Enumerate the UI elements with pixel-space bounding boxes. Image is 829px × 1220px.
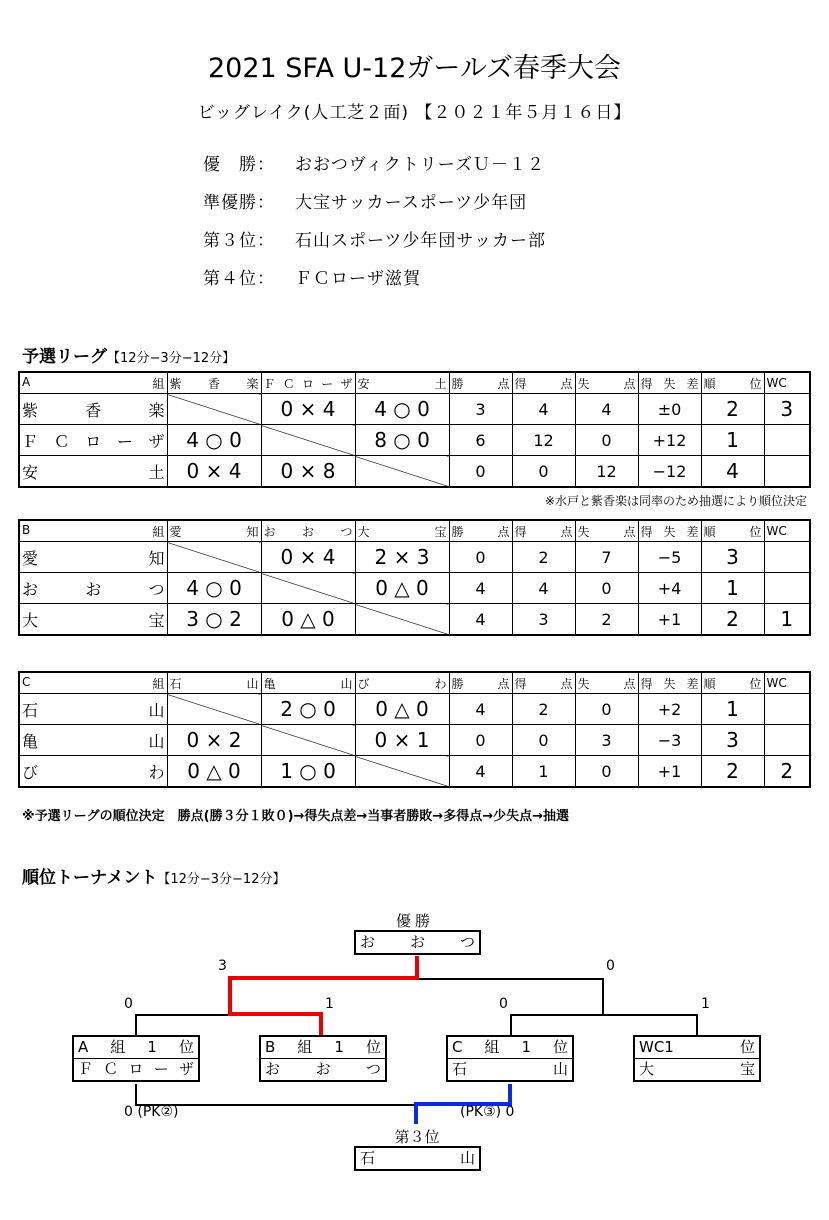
result-cell	[167, 394, 261, 425]
col-header: 得失差	[638, 372, 701, 394]
result-3rd	[203, 226, 546, 251]
goal-diff-cell: −12	[638, 456, 701, 488]
group-letter: B	[22, 522, 31, 537]
goals-for-cell: 0	[512, 456, 575, 488]
goals-for-cell: 2	[512, 694, 575, 725]
col-header: 愛知	[167, 520, 261, 542]
table-row	[19, 456, 810, 488]
points-cell: 0	[449, 456, 512, 488]
score-sf2-wc: 1	[701, 996, 710, 1012]
table-row	[19, 725, 810, 756]
goals-against-cell: 0	[575, 694, 638, 725]
result-cell	[167, 542, 261, 573]
corner-cell	[19, 672, 167, 694]
wc-cell	[764, 725, 810, 756]
result-cell: 0 △ 0	[355, 573, 449, 604]
col-header: 得点	[512, 672, 575, 694]
result-team: 石山スポーツ少年団サッカー部	[295, 231, 546, 251]
result-cell: 4 ○ 0	[355, 394, 449, 425]
wc-cell	[764, 573, 810, 604]
group-suffix: 組	[152, 376, 165, 391]
third-box	[354, 1146, 481, 1171]
result-label: 第４位：	[203, 269, 275, 289]
seed-team: ＦＣローザ	[74, 1058, 198, 1080]
third-team: 石山	[360, 1149, 475, 1167]
group-letter: A	[22, 374, 31, 389]
result-cell: 0 △ 0	[261, 604, 355, 636]
final-right-drop	[602, 978, 604, 1014]
result-cell: 0 × 2	[167, 725, 261, 756]
goals-against-cell: 0	[575, 573, 638, 604]
result-cell: 0 △ 0	[355, 694, 449, 725]
seed-team: 大宝	[635, 1058, 759, 1080]
result-cell	[167, 694, 261, 725]
header-row	[19, 672, 810, 694]
result-cell: 8 ○ 0	[355, 425, 449, 456]
result-cell: 0 × 4	[167, 456, 261, 488]
goal-diff-cell: +12	[638, 425, 701, 456]
team-name: 大宝	[19, 604, 167, 636]
col-header: 順位	[701, 372, 764, 394]
col-header: 紫香楽	[167, 372, 261, 394]
goals-for-cell: 3	[512, 604, 575, 636]
result-cell: 0 × 1	[355, 725, 449, 756]
team-name: 亀山	[19, 725, 167, 756]
col-header: 順位	[701, 672, 764, 694]
score-third-right: (PK③) 0	[460, 1104, 515, 1120]
points-cell: 0	[449, 725, 512, 756]
result-4th	[203, 264, 421, 289]
corner-cell	[19, 372, 167, 394]
league-title: 予選リーグ	[22, 347, 107, 367]
team-name: びわ	[19, 756, 167, 788]
third-left-rise	[135, 1084, 137, 1104]
group-suffix: 組	[152, 676, 165, 691]
col-header: 安土	[355, 372, 449, 394]
result-cell: 3 ○ 2	[167, 604, 261, 636]
group-b-table	[18, 519, 811, 636]
result-cell	[261, 425, 355, 456]
team-name: 安土	[19, 456, 167, 488]
group-suffix: 組	[152, 524, 165, 539]
rank-cell: 3	[701, 725, 764, 756]
col-header: 大宝	[355, 520, 449, 542]
group-letter: C	[22, 674, 31, 689]
goal-diff-cell: +4	[638, 573, 701, 604]
sf2-right-drop	[696, 1014, 698, 1035]
score-final-right: 0	[606, 958, 615, 974]
points-cell: 4	[449, 694, 512, 725]
rank-cell: 4	[701, 456, 764, 488]
result-team: 大宝サッカースポーツ少年団	[295, 193, 528, 213]
goals-against-cell: 0	[575, 425, 638, 456]
col-header: 失点	[575, 672, 638, 694]
result-label: 第３位：	[203, 231, 275, 251]
seed-label: WC1位	[639, 1038, 755, 1056]
result-team: おおつヴィクトリーズＵ－１２	[295, 155, 545, 175]
sf1-left-drop	[135, 1014, 137, 1035]
result-label: 準優勝：	[203, 193, 275, 213]
result-cell: 2 ○ 0	[261, 694, 355, 725]
points-cell: 4	[449, 604, 512, 636]
table-row	[19, 394, 810, 425]
result-cell	[261, 725, 355, 756]
col-header: WC	[764, 372, 810, 394]
rank-cell: 1	[701, 694, 764, 725]
col-header: 順位	[701, 520, 764, 542]
result-cell: 0 × 8	[261, 456, 355, 488]
result-cell	[355, 604, 449, 636]
result-cell: 0 × 4	[261, 394, 355, 425]
page-title: 2021 SFA U-12ガールズ春季大会	[207, 53, 622, 84]
col-header: 得失差	[638, 520, 701, 542]
result-cell: 2 × 3	[355, 542, 449, 573]
points-cell: 4	[449, 573, 512, 604]
league-section-title	[22, 342, 235, 367]
third-place-path	[414, 1102, 418, 1124]
league-time: 【12分−3分−12分】	[107, 351, 236, 366]
points-cell: 4	[449, 756, 512, 788]
col-header: 勝点	[449, 672, 512, 694]
goal-diff-cell: +1	[638, 604, 701, 636]
points-cell: 6	[449, 425, 512, 456]
col-header: 石山	[167, 672, 261, 694]
team-name: 紫香楽	[19, 394, 167, 425]
result-cell	[261, 573, 355, 604]
table-row	[19, 604, 810, 636]
points-cell: 0	[449, 542, 512, 573]
seed-box-wc	[633, 1035, 761, 1082]
goal-diff-cell: ±0	[638, 394, 701, 425]
team-name: おおつ	[19, 573, 167, 604]
goal-diff-cell: −5	[638, 542, 701, 573]
result-1st	[203, 150, 545, 175]
col-header: 失点	[575, 520, 638, 542]
goals-against-cell: 7	[575, 542, 638, 573]
score-final-left: 3	[218, 958, 227, 974]
seed-box-a	[72, 1035, 200, 1082]
wc-cell	[764, 694, 810, 725]
page-subtitle: ビッグレイク(人工芝２面) 【２０２１年５月１６日】	[197, 103, 632, 123]
col-header: 勝点	[449, 372, 512, 394]
col-header: 得失差	[638, 672, 701, 694]
goals-against-cell: 3	[575, 725, 638, 756]
col-header: 得点	[512, 372, 575, 394]
col-header: 失点	[575, 372, 638, 394]
seed-box-c	[446, 1035, 574, 1082]
goal-diff-cell: −3	[638, 725, 701, 756]
table-row	[19, 542, 810, 573]
wc-cell	[764, 542, 810, 573]
goals-for-cell: 1	[512, 756, 575, 788]
sf2-left-drop	[510, 1014, 512, 1035]
goals-for-cell: 0	[512, 725, 575, 756]
result-label: 優 勝：	[203, 155, 275, 175]
score-third-left: 0 (PK②)	[124, 1104, 179, 1120]
seed-team: おおつ	[261, 1058, 385, 1080]
result-cell: 4 ○ 0	[167, 425, 261, 456]
result-cell: 4 ○ 0	[167, 573, 261, 604]
sf2-line	[510, 1014, 698, 1016]
goal-diff-cell: +2	[638, 694, 701, 725]
tournament-title: 順位トーナメント	[22, 868, 158, 888]
rank-cell: 1	[701, 425, 764, 456]
col-header: ＦＣローザ	[261, 372, 355, 394]
third-place-path	[508, 1084, 512, 1106]
goals-for-cell: 4	[512, 394, 575, 425]
seed-label: A組1位	[78, 1038, 194, 1056]
team-name: ＦＣローザ	[19, 425, 167, 456]
result-cell	[355, 456, 449, 488]
seed-team: 石山	[448, 1058, 572, 1080]
goals-for-cell: 2	[512, 542, 575, 573]
seed-label: B組1位	[265, 1038, 381, 1056]
wc-cell: 2	[764, 756, 810, 788]
result-cell	[355, 756, 449, 788]
goals-against-cell: 0	[575, 756, 638, 788]
goals-against-cell: 4	[575, 394, 638, 425]
rank-cell: 2	[701, 394, 764, 425]
result-cell: 0 × 4	[261, 542, 355, 573]
goal-diff-cell: +1	[638, 756, 701, 788]
goals-for-cell: 4	[512, 573, 575, 604]
header-row	[19, 520, 810, 542]
col-header: おおつ	[261, 520, 355, 542]
wc-cell: 1	[764, 604, 810, 636]
wc-cell	[764, 425, 810, 456]
header-row	[19, 372, 810, 394]
group-a-table	[18, 371, 811, 488]
rank-cell: 2	[701, 756, 764, 788]
goals-for-cell: 12	[512, 425, 575, 456]
goals-against-cell: 2	[575, 604, 638, 636]
tournament-time: 【12分−3分−12分】	[157, 872, 286, 887]
rank-cell: 2	[701, 604, 764, 636]
tournament-section-title	[22, 863, 285, 888]
league-rule-note: ※予選リーグの順位決定 勝点(勝３分１敗０)→得失点差→当事者勝敗→多得点→少失点→抽選	[22, 809, 569, 824]
col-header: 亀山	[261, 672, 355, 694]
score-sf1-b: 1	[325, 996, 334, 1012]
goals-against-cell: 12	[575, 456, 638, 488]
result-2nd	[203, 188, 527, 213]
table-row	[19, 694, 810, 725]
champion-box	[354, 930, 481, 955]
score-sf2-c: 0	[499, 996, 508, 1012]
rank-cell: 1	[701, 573, 764, 604]
third-label: 第３位	[394, 1128, 440, 1146]
seed-box-b	[259, 1035, 387, 1082]
table-row	[19, 425, 810, 456]
champion-team: おおつ	[360, 933, 475, 951]
champion-path	[228, 1012, 323, 1016]
points-cell: 3	[449, 394, 512, 425]
rank-cell: 3	[701, 542, 764, 573]
group-c-table	[18, 671, 811, 788]
champion-label: 優勝	[395, 912, 434, 930]
champion-path	[228, 976, 232, 1016]
corner-cell	[19, 520, 167, 542]
col-header: 得点	[512, 520, 575, 542]
result-cell: 0 △ 0	[167, 756, 261, 788]
group-a-note: ※水戸と紫香楽は同率のため抽選により順位決定	[544, 494, 807, 508]
wc-cell	[764, 456, 810, 488]
col-header: WC	[764, 672, 810, 694]
col-header: びわ	[355, 672, 449, 694]
table-row	[19, 756, 810, 788]
table-row	[19, 573, 810, 604]
col-header: 勝点	[449, 520, 512, 542]
champion-path	[228, 976, 419, 980]
result-cell: 1 ○ 0	[261, 756, 355, 788]
champion-path	[319, 1012, 323, 1035]
team-name: 石山	[19, 694, 167, 725]
score-sf1-a: 0	[124, 996, 133, 1012]
result-team: ＦＣローザ滋賀	[295, 269, 421, 289]
seed-label: C組1位	[452, 1038, 568, 1056]
col-header: WC	[764, 520, 810, 542]
wc-cell: 3	[764, 394, 810, 425]
team-name: 愛知	[19, 542, 167, 573]
